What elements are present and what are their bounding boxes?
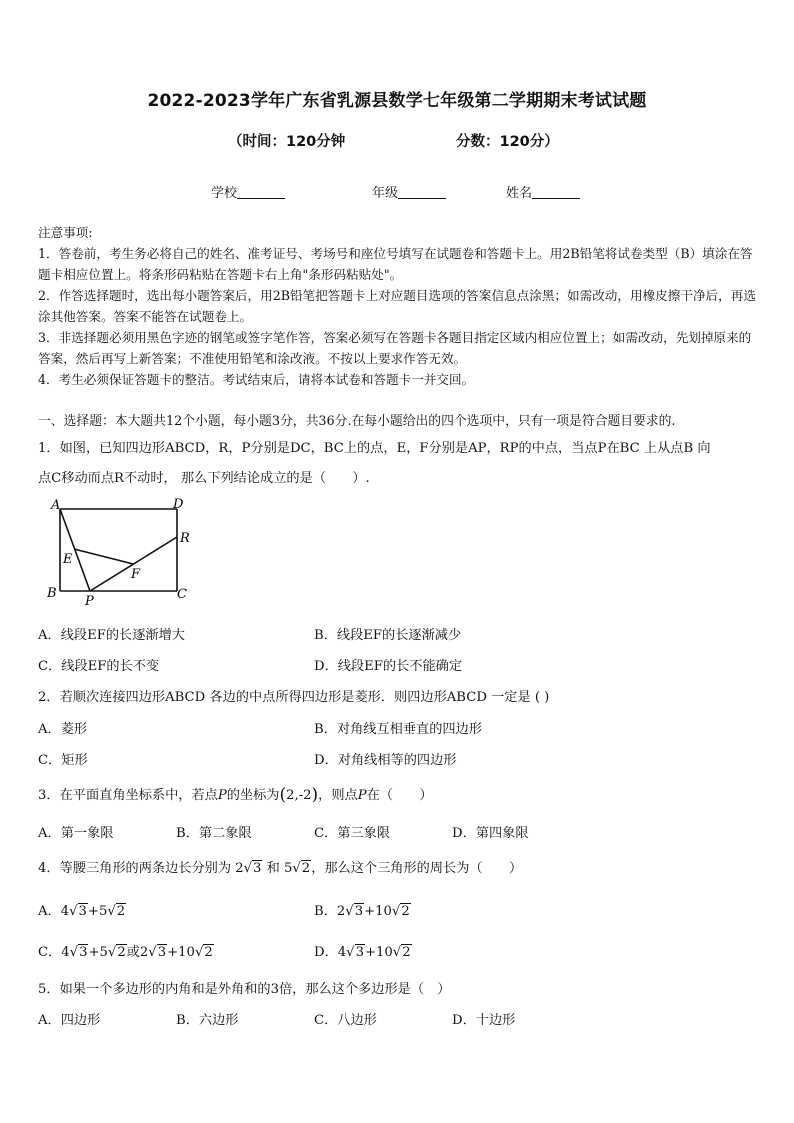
q4-option-c-or: 或 (126, 945, 140, 960)
q3-paren-close: ) (311, 785, 319, 805)
school-label: 学校 (211, 186, 238, 201)
q2-option-d[interactable]: D．对角线相等的四边形 (314, 753, 457, 768)
label-e: E (63, 552, 73, 567)
q5-option-c[interactable]: C．八边形 (314, 1013, 377, 1028)
q1-option-c[interactable]: C．线段EF的长不变 (38, 659, 160, 674)
name-blank[interactable] (532, 185, 580, 199)
q4-option-a[interactable] (38, 900, 126, 919)
q4-option-c-label: C． (38, 945, 62, 960)
name-label: 姓名 (506, 186, 533, 201)
q3-point-2: P (357, 788, 367, 803)
label-r: R (180, 531, 190, 546)
q3-coord: 2,-2 (286, 788, 312, 803)
q3-stem-c: ，则点 (318, 788, 358, 803)
notice-item-3: 3．非选择题必须用黑色字迹的钢笔或签字笔作答，答案必须写在答题卡各题目指定区域内相应位置上；如需改动，先划掉原来的答案，然后再写上新答案；不准使用铅笔和涂改液。不按以上要求作答无效。 (38, 330, 752, 366)
q4-side-2: 5√2 (284, 861, 311, 876)
grade-field[interactable] (372, 182, 446, 201)
q2-option-a[interactable]: A．菱形 (38, 722, 88, 737)
q4-side-1: 2√3 (235, 861, 262, 876)
notice-item-2: 2．作答选择题时，选出每小题答案后，用2B铅笔把答题卡上对应题目选项的答案信息点涂黑；如需改动，用橡皮擦干净后，再选涂其他答案。答案不能答在试题卷上。 (38, 288, 756, 324)
label-c: C (177, 587, 187, 602)
q3-option-c[interactable]: C．第三象限 (314, 826, 391, 841)
exam-score: 分数：120分） (456, 134, 559, 150)
q5-stem: 5．如果一个多边形的内角和是外角和的3倍，那么这个多边形是（ ） (38, 982, 451, 997)
q4-stem-mid: 和 (266, 861, 280, 876)
q4-option-c-value: 4√3+5√2 (61, 945, 126, 960)
notice-section (38, 222, 760, 390)
q3-stem-a: 3．在平面直角坐标系中，若点 (38, 788, 218, 803)
q1-option-d[interactable]: D．线段EF的长不能确定 (314, 659, 463, 674)
label-d: D (173, 497, 184, 512)
q3-point: P (217, 788, 227, 803)
label-p: P (85, 594, 94, 607)
notice-item-4: 4．考生必须保证答题卡的整洁。考试结束后，请将本试卷和答题卡一并交回。 (38, 372, 475, 387)
q2-option-c[interactable]: C．矩形 (38, 753, 88, 768)
q2-stem: 2．若顺次连接四边形ABCD 各边的中点所得四边形是菱形．则四边形ABCD 一定是 ( ) (38, 690, 550, 705)
school-field[interactable] (211, 182, 285, 201)
q3-stem-b: 的坐标为 (226, 788, 280, 803)
grade-label: 年级 (372, 186, 399, 201)
section-heading: 一、选择题：本大题共12个小题，每小题3分，共36分.在每小题给出的四个选项中，只有一项是符合题目要求的. (38, 414, 676, 429)
grade-blank[interactable] (398, 185, 446, 199)
q4-stem-a: 4．等腰三角形的两条边长分别为 (38, 861, 232, 876)
q4-option-c[interactable] (38, 941, 214, 960)
name-field[interactable] (506, 182, 580, 201)
page-title: 2022-2023学年广东省乳源县数学七年级第二学期期末考试试题 (147, 91, 647, 111)
segment-rp (90, 537, 177, 591)
notice-heading: 注意事项: (38, 225, 93, 240)
q1-option-b[interactable]: B．线段EF的长逐渐减少 (314, 628, 462, 643)
q4-option-c-value-2: 2√3+10√2 (139, 945, 213, 960)
q3-stem (38, 784, 433, 805)
school-blank[interactable] (237, 185, 285, 199)
label-b: B (47, 586, 57, 601)
q4-option-d-label: D． (314, 945, 338, 960)
q4-option-d[interactable] (314, 941, 412, 960)
exam-time: （时间：120分钟 (228, 134, 346, 150)
q5-option-a[interactable]: A．四边形 (38, 1013, 101, 1028)
q5-option-d[interactable]: D．十边形 (452, 1013, 516, 1028)
notice-item-1: 1．答卷前，考生务必将自己的姓名、准考证号、考场号和座位号填写在试题卷和答题卡上。用2B铅笔将试卷类型（B）填涂在答题卡相应位置上。将条形码粘贴在答题卡右上角"条形码粘贴处"。 (38, 246, 753, 282)
q2-option-b[interactable]: B．对角线互相垂直的四边形 (314, 722, 482, 737)
q5-option-b[interactable]: B．六边形 (176, 1013, 239, 1028)
segment-ef (74, 549, 133, 564)
q4-option-b-value: 2√3+10√2 (336, 904, 410, 919)
label-a: A (51, 498, 61, 513)
q4-option-d-value: 4√3+10√2 (337, 945, 411, 960)
q3-option-d[interactable]: D．第四象限 (452, 826, 529, 841)
q4-option-b-label: B． (314, 904, 337, 919)
q4-option-b[interactable] (314, 900, 411, 919)
q3-paren-open: ( (279, 785, 287, 805)
q3-option-a[interactable]: A．第一象限 (38, 826, 114, 841)
q1-stem-line2: 点C移动而点R不动时， 那么下列结论成立的是（ ）. (38, 471, 370, 486)
q3-stem-d: 在（ ） (366, 788, 433, 803)
label-f: F (131, 567, 141, 582)
q4-option-a-label: A． (38, 904, 61, 919)
q1-figure (44, 497, 194, 607)
q3-option-b[interactable]: B．第二象限 (176, 826, 252, 841)
q4-stem-b: ，那么这个三角形的周长为（ ） (311, 861, 523, 876)
q4-stem (38, 857, 522, 876)
q1-option-a[interactable]: A．线段EF的长逐渐增大 (38, 628, 185, 643)
q4-option-a-value: 4√3+5√2 (60, 904, 126, 919)
q1-stem-line1: 1．如图，已知四边形ABCD，R，P分别是DC，BC上的点，E，F分别是AP，RP的中点，当点P在BC 上从点B 向 (38, 441, 711, 456)
